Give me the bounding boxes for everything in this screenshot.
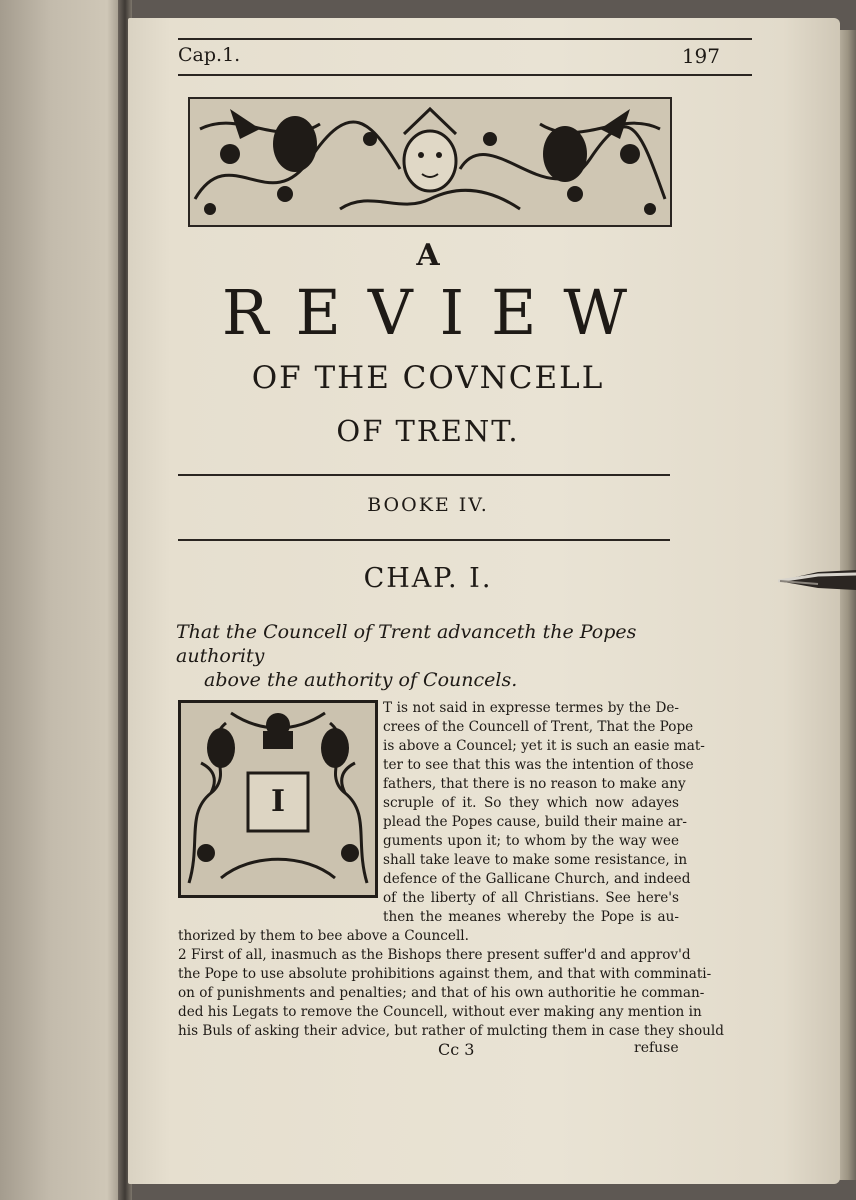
initial-letter: I [270, 784, 286, 819]
head-rule [178, 74, 752, 76]
catchword: refuse [634, 1040, 679, 1056]
body-line: his Buls of asking their advice, but rather of mulcting them in case they should [178, 1023, 724, 1039]
body-line: ter to see that this was the intention of those [383, 757, 694, 773]
top-rule [178, 38, 752, 40]
book-heading: BOOKE IV. [367, 494, 489, 516]
facing-page [0, 0, 126, 1200]
body-line: ded his Legats to remove the Councell, without ever making any mention in [178, 1004, 702, 1020]
book-rule-bottom [178, 539, 670, 541]
body-line: is above a Councel; yet it is such an easie mat- [383, 738, 705, 754]
body-line: crees of the Councell of Trent, That the Pope [383, 719, 694, 735]
chapter-summary-line-2: above the authority of Councels. [204, 669, 518, 691]
body-line: 2 First of all, inasmuch as the Bishops there present suffer'd and approv'd [178, 947, 691, 963]
body-line: thorized by them to bee above a Councell. [178, 928, 469, 944]
running-head-chapter: Cap.1. [178, 44, 241, 66]
woodcut-ornament-image [190, 99, 670, 225]
title-article: A [416, 238, 440, 273]
body-line: guments upon it; to whom by the way wee [383, 833, 679, 849]
body-line: shall take leave to make some resistance, in [383, 852, 688, 868]
body-line: the Pope to use absolute prohibitions against them, and that with comminati- [178, 966, 712, 982]
title-of-trent: OF TRENT. [336, 414, 520, 448]
headpiece-woodcut [188, 97, 672, 227]
decorated-initial [178, 700, 378, 898]
body-line: on of punishments and penalties; and that of his own authoritie he comman- [178, 985, 705, 1001]
page-number: 197 [681, 44, 720, 68]
title-of-the-councell: OF THE COVNCELL [251, 360, 605, 396]
body-line: plead the Popes cause, build their maine ar- [383, 814, 688, 830]
signature-mark: Cc 3 [438, 1040, 475, 1059]
body-line: scruple of it. So they which now adayes [383, 795, 679, 811]
pen-tip-icon [778, 564, 856, 594]
chapter-heading: CHAP. I. [363, 563, 493, 594]
body-line: then the meanes whereby the Pope is au- [383, 909, 679, 925]
chapter-summary-line-1: That the Councell of Trent advanceth the Popes authority [176, 621, 637, 667]
body-line: defence of the Gallicane Church, and indeed [383, 871, 691, 887]
title-review: REVIEW [221, 276, 655, 349]
book-rule-top [178, 474, 670, 476]
running-head [178, 44, 718, 68]
body-line: of the liberty of all Christians. See here's [383, 890, 679, 906]
chapter-summary [176, 620, 686, 692]
body-line: fathers, that there is no reason to make any [383, 776, 686, 792]
body-line: T is not said in expresse termes by the De- [383, 700, 679, 716]
